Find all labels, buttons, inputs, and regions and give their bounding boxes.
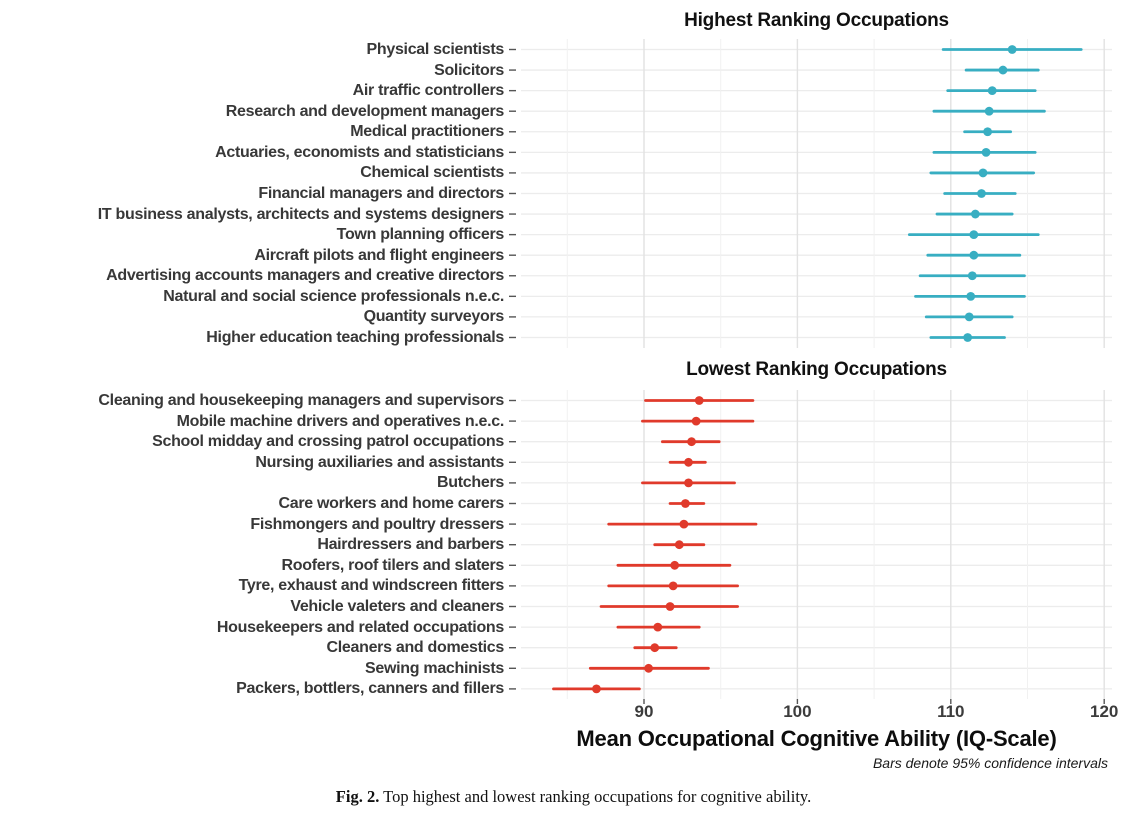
mean-point <box>684 479 693 488</box>
mean-point <box>681 499 690 508</box>
mean-point <box>963 333 972 342</box>
mean-point <box>979 169 988 178</box>
occupation-label: Care workers and home carers <box>278 495 504 512</box>
mean-point <box>985 107 994 116</box>
occupation-label: Financial managers and directors <box>258 184 504 202</box>
caption-label: Fig. 2. <box>335 787 380 806</box>
occupation-label: Fishmongers and poultry dressers <box>250 515 504 533</box>
occupation-label: Medical practitioners <box>350 123 504 141</box>
occupation-label: Packers, bottlers, canners and fillers <box>236 680 504 698</box>
occupation-label: Aircraft pilots and flight engineers <box>254 246 504 264</box>
occupation-label: Natural and social science professionals n.e.c. <box>163 287 504 305</box>
mean-point <box>670 561 679 570</box>
occupation-label: Physical scientists <box>366 41 504 58</box>
x-axis-title: Mean Occupational Cognitive Ability (IQ-Scale) <box>576 726 1057 751</box>
occupation-label: Vehicle valeters and cleaners <box>290 598 504 615</box>
mean-point <box>971 210 980 219</box>
occupation-label: Solicitors <box>434 61 504 79</box>
occupation-label: Quantity surveyors <box>363 308 504 326</box>
occupation-label: Nursing auxiliaries and assistants <box>255 453 504 471</box>
ci-note: Bars denote 95% confidence intervals <box>872 755 1108 771</box>
occupation-label: Tyre, exhaust and windscreen fitters <box>238 577 504 595</box>
occupation-label: IT business analysts, architects and systems designers <box>97 205 504 223</box>
mean-point <box>969 251 978 260</box>
mean-point <box>966 292 975 301</box>
panel-title-highest: Highest Ranking Occupations <box>684 10 949 31</box>
mean-point <box>666 602 675 611</box>
mean-point <box>687 437 696 446</box>
mean-point <box>965 313 974 322</box>
mean-point <box>692 417 701 426</box>
occupation-label: Butchers <box>437 474 504 492</box>
x-tick-label: 90 <box>634 702 654 721</box>
mean-point <box>1008 45 1017 54</box>
mean-point <box>592 685 601 694</box>
x-tick-label: 120 <box>1090 702 1119 721</box>
mean-point <box>977 189 986 198</box>
occupation-label: Housekeepers and related occupations <box>216 618 504 636</box>
mean-point <box>983 127 992 136</box>
occupation-label: Higher education teaching professionals <box>206 328 504 346</box>
mean-point <box>982 148 991 157</box>
x-tick-label: 100 <box>783 702 812 721</box>
occupation-label: Research and development managers <box>225 102 504 120</box>
occupation-label: Advertising accounts managers and creative directors <box>106 267 504 285</box>
mean-point <box>650 643 659 652</box>
occupation-label: Cleaners and domestics <box>326 639 504 657</box>
mean-point <box>999 66 1008 75</box>
occupation-label: School midday and crossing patrol occupations <box>152 433 504 451</box>
mean-point <box>695 396 704 405</box>
occupation-label: Chemical scientists <box>360 164 504 182</box>
mean-point <box>653 623 662 632</box>
occupation-label: Sewing machinists <box>365 659 504 677</box>
occupation-label: Cleaning and housekeeping managers and supervisors <box>98 392 504 409</box>
mean-point <box>669 582 678 591</box>
mean-point <box>968 271 977 280</box>
panel-title-lowest: Lowest Ranking Occupations <box>686 359 947 380</box>
caption-text: Top highest and lowest ranking occupations for cognitive ability. <box>383 787 812 806</box>
figure-caption <box>0 787 1147 807</box>
mean-point <box>684 458 693 467</box>
occupation-label: Actuaries, economists and statisticians <box>215 143 504 161</box>
occupation-label: Roofers, roof tilers and slaters <box>281 556 504 574</box>
mean-point <box>679 520 688 529</box>
mean-point <box>988 86 997 95</box>
mean-point <box>969 230 978 239</box>
occupation-label: Town planning officers <box>336 226 504 244</box>
mean-point <box>644 664 653 673</box>
occupation-label: Air traffic controllers <box>352 82 504 100</box>
mean-point <box>675 540 684 549</box>
x-tick-label: 110 <box>937 702 965 721</box>
occupation-label: Mobile machine drivers and operatives n.e.c. <box>176 412 504 430</box>
occupation-label: Hairdressers and barbers <box>317 536 504 554</box>
